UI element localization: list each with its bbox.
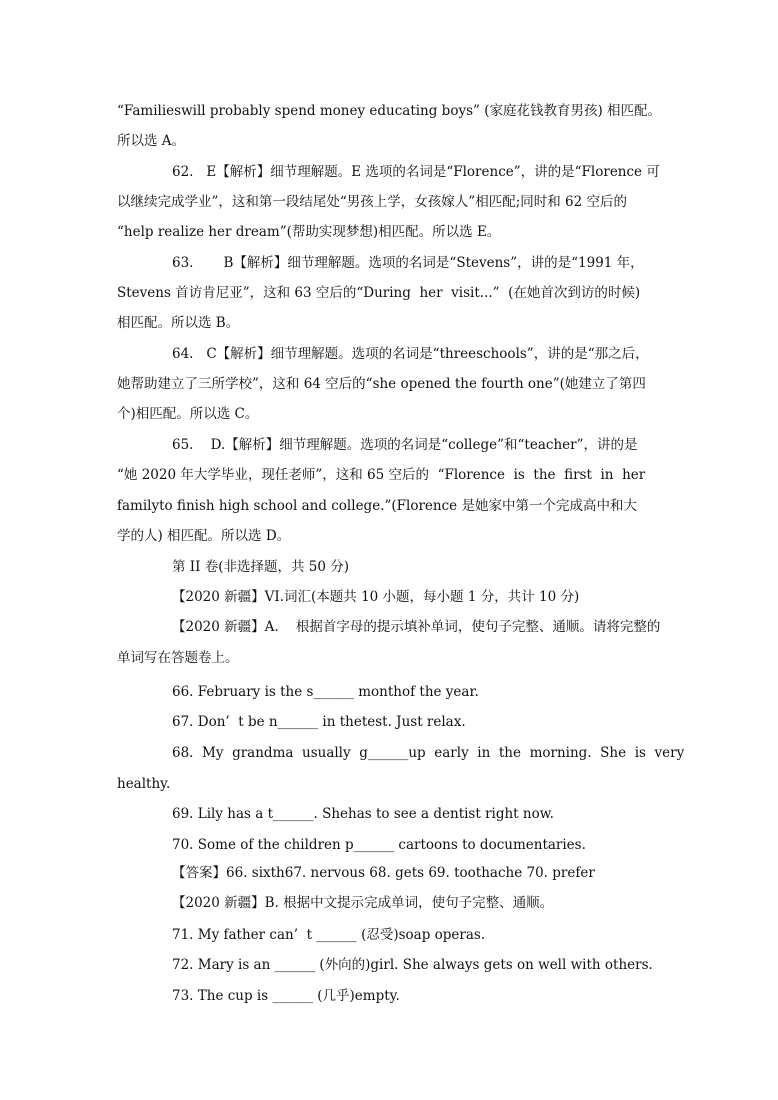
question-line: 68. My grandma usually g______up early in the morning. She is very — [172, 745, 685, 761]
question-line: 73. The cup is ______ (几乎)empty. — [172, 988, 400, 1004]
text-line: 所以选 A。 — [117, 133, 186, 149]
instruction-line: 【2020 新疆】A. 根据首字母的提示填补单词，使句子完整、通顺。请将完整的 — [172, 619, 661, 635]
answer-line: 【答案】66. sixth67. nervous 68. gets 69. toothache 70. prefer — [172, 865, 595, 881]
question-line: 67. Don’ t be n______ in thetest. Just relax. — [172, 714, 466, 730]
question-line: 70. Some of the children p______ cartoons to documentaries. — [172, 837, 586, 853]
instruction-line: 单词写在答题卷上。 — [117, 650, 239, 666]
instruction-line: 【2020 新疆】B. 根据中文提示完成单词，使句子完整、通顺。 — [172, 895, 554, 911]
text-line: 65. D.【解析】细节理解题。选项的名词是“college”和“teacher”，讲的是 — [172, 437, 638, 453]
question-line: 71. My father can’ t ______ (忍受)soap operas. — [172, 927, 486, 943]
text-line: “help realize her dream”(帮助实现梦想)相匹配。所以选 E。 — [117, 224, 501, 240]
text-line: 她帮助建立了三所学校”，这和 64 空后的“she opened the fourth one”(她建立了第四 — [117, 376, 646, 392]
text-line: 64. C【解析】细节理解题。选项的名词是“threeschools”，讲的是“那之后， — [172, 346, 649, 362]
question-line: 72. Mary is an ______ (外向的)girl. She always gets on well with others. — [172, 957, 653, 973]
section-heading: 【2020 新疆】VI.词汇(本题共 10 小题，每小题 1 分，共计 10 分) — [172, 589, 580, 605]
text-line: “Familieswill probably spend money educating boys” (家庭花钱教育男孩) 相匹配。 — [117, 103, 662, 119]
question-line: 66. February is the s______ monthof the year. — [172, 684, 479, 700]
text-line: 个)相匹配。所以选 C。 — [117, 406, 259, 422]
text-line: familyto finish high school and college.”(Florence 是她家中第一个完成高中和大 — [117, 498, 637, 514]
text-line: 以继续完成学业”，这和第一段结尾处“男孩上学，女孩嫁人”相匹配;同时和 62 空后的 — [117, 194, 628, 210]
text-line: “她 2020 年大学毕业，现任老师”，这和 65 空后的 “Florence is the first in her — [117, 467, 646, 483]
text-line: 相匹配。所以选 B。 — [117, 315, 240, 331]
text-line: 63. B【解析】细节理解题。选项的名词是“Stevens”，讲的是“1991 年， — [172, 255, 644, 271]
question-line: 69. Lily has a t______. Shehas to see a dentist right now. — [172, 806, 554, 822]
text-line: Stevens 首访肯尼亚”，这和 63 空后的“During her visit...” (在她首次到访的时候) — [117, 285, 641, 301]
text-line: 学的人) 相匹配。所以选 D。 — [117, 528, 291, 544]
text-line: 62. E【解析】细节理解题。E 选项的名词是“Florence”，讲的是“Florence 可 — [172, 164, 660, 180]
section-heading: 第 II 卷(非选择题，共 50 分) — [172, 559, 350, 575]
question-line: healthy. — [117, 776, 171, 792]
